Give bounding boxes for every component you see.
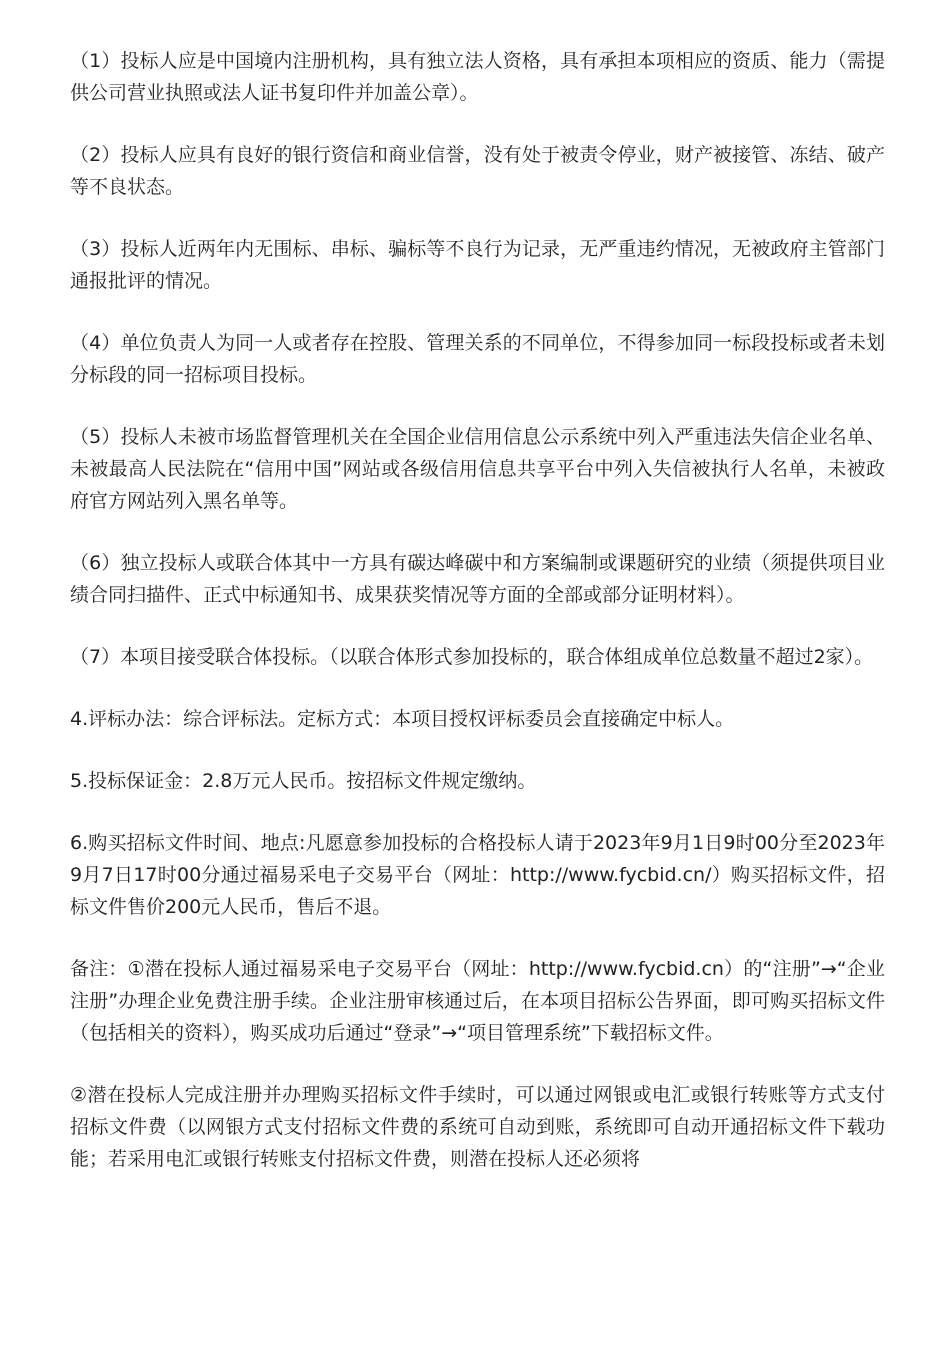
requirement-6: （6）独立投标人或联合体其中一方具有碳达峰碳中和方案编制或课题研究的业绩（须提供项目业绩合同扫描件、正式中标通知书、成果获奖情况等方面的全部或部分证明材料）。 (70, 552, 885, 606)
requirement-1: （1）投标人应是中国境内注册机构，具有独立法人资格，具有承担本项相应的资质、能力（需提供公司营业执照或法人证书复印件并加盖公章）。 (70, 50, 885, 104)
remark-2: ②潜在投标人完成注册并办理购买招标文件手续时，可以通过网银或电汇或银行转账等方式支付招标文件费（以网银方式支付招标文件费的系统可自动到账，系统即可自动开通招标文件下载功能；若采用电汇或银行转账支付招标文件费，则潜在投标人还必须将 (70, 1084, 885, 1170)
evaluation-method: 4.评标办法：综合评标法。定标方式：本项目授权评标委员会直接确定中标人。 (70, 708, 735, 730)
purchase-time-place: 6.购买招标文件时间、地点:凡愿意参加投标的合格投标人请于2023年9月1日9时00分至2023年9月7日17时00分通过福易采电子交易平台（网址：http://www.fycbid.cn/）购买招标文件，招标文件售价200元人民币，售后不退。 (70, 832, 885, 918)
requirement-4: （4）单位负责人为同一人或者存在控股、管理关系的不同单位，不得参加同一标段投标或者未划分标段的同一招标项目投标。 (70, 332, 885, 386)
bid-deposit: 5.投标保证金：2.8万元人民币。按招标文件规定缴纳。 (70, 770, 537, 792)
requirement-7: （7）本项目接受联合体投标。（以联合体形式参加投标的，联合体组成单位总数量不超过2家）。 (70, 646, 874, 668)
requirement-2: （2）投标人应具有良好的银行资信和商业信誉，没有处于被责令停业，财产被接管、冻结、破产等不良状态。 (70, 144, 885, 198)
document-body (70, 45, 885, 1175)
remark-1: 备注：①潜在投标人通过福易采电子交易平台（网址：http://www.fycbid.cn）的“注册”→“企业注册”办理企业免费注册手续。企业注册审核通过后，在本项目招标公告界面，即可购买招标文件（包括相关的资料），购买成功后通过“登录”→“项目管理系统”下载招标文件。 (70, 958, 885, 1044)
requirement-5: （5）投标人未被市场监督管理机关在全国企业信用信息公示系统中列入严重违法失信企业名单、未被最高人民法院在“信用中国”网站或各级信用信息共享平台中列入失信被执行人名单，未被政府官方网站列入黑名单等。 (70, 426, 885, 512)
requirement-3: （3）投标人近两年内无围标、串标、骗标等不良行为记录，无严重违约情况，无被政府主管部门通报批评的情况。 (70, 238, 885, 292)
